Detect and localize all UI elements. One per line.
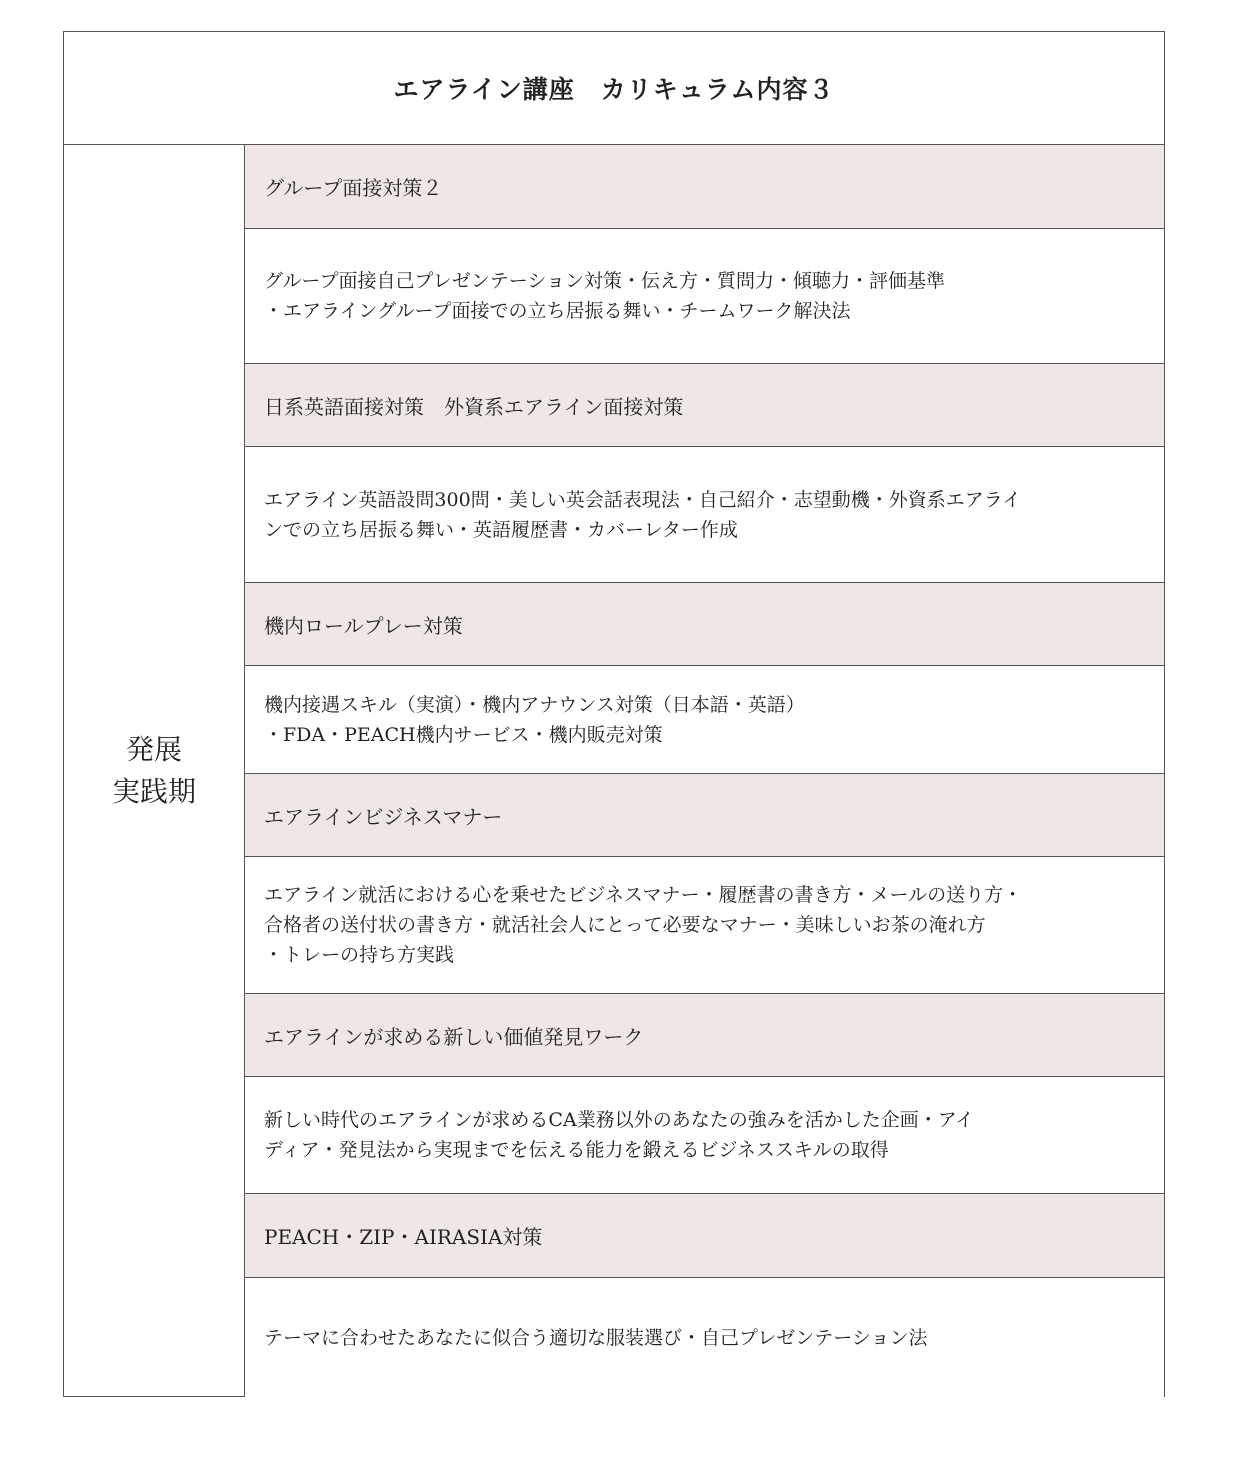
section-heading-text: エアラインが求める新しい価値発見ワーク (264, 1024, 644, 1049)
section-description-text: テーマに合わせたあなたに似合う適切な服装選び・自己プレゼンテーション法 (264, 1326, 928, 1349)
section-description (245, 1077, 1164, 1194)
title-row (64, 32, 1164, 145)
section-heading-text: 機内ロールプレー対策 (264, 613, 463, 638)
phase-label-line2: 実践期 (111, 774, 196, 808)
section-description-text: グループ面接自己プレゼンテーション対策・伝え方・質問力・傾聴力・評価基準 ・エアライングループ面接での立ち居振る舞い・チームワーク解決法 (264, 270, 945, 322)
section-description (245, 1278, 1164, 1397)
curriculum-rows (245, 145, 1164, 1396)
phase-label-line1: 発展 (125, 732, 182, 766)
section-description-text: エアライン英語設問300問・美しい英会話表現法・自己紹介・志望動機・外資系エアライ ンでの立ち居振る舞い・英語履歴書・カバーレター作成 (264, 488, 1022, 541)
section-heading (245, 583, 1164, 666)
curriculum-table (63, 31, 1165, 1397)
section-description (245, 229, 1164, 364)
section-heading (245, 774, 1164, 857)
section-description (245, 447, 1164, 583)
section-description-text: 新しい時代のエアラインが求めるCA業務以外のあなたの強みを活かした企画・アイ ディア・発見法から実現までを伝える能力を鍛えるビジネススキルの取得 (264, 1109, 974, 1161)
page-title: エアライン講座 カリキュラム内容３ (393, 75, 835, 104)
section-description (245, 666, 1164, 774)
phase-cell (64, 145, 245, 1396)
phase-label (112, 729, 196, 813)
section-description (245, 857, 1164, 994)
section-heading (245, 1194, 1164, 1278)
section-description-text: エアライン就活における心を乗せたビジネスマナー・履歴書の書き方・メールの送り方・ 合格者の送付状の書き方・就活社会人にとって必要なマナー・美味しいお茶の淹れ方 ・トレーの持ち方実践 (264, 884, 1023, 966)
section-heading (245, 145, 1164, 229)
section-heading-text: エアラインビジネスマナー (264, 804, 503, 829)
section-heading-text: 日系英語面接対策 外資系エアライン面接対策 (264, 394, 684, 419)
section-heading (245, 994, 1164, 1077)
section-heading-text: PEACH・ZIP・AIRASIA対策 (264, 1225, 543, 1249)
section-heading-text: グループ面接対策２ (264, 176, 443, 200)
section-heading (245, 364, 1164, 447)
section-description-text: 機内接遇スキル（実演）・機内アナウンス対策（日本語・英語） ・FDA・PEACH機内サービス・機内販売対策 (264, 693, 805, 746)
